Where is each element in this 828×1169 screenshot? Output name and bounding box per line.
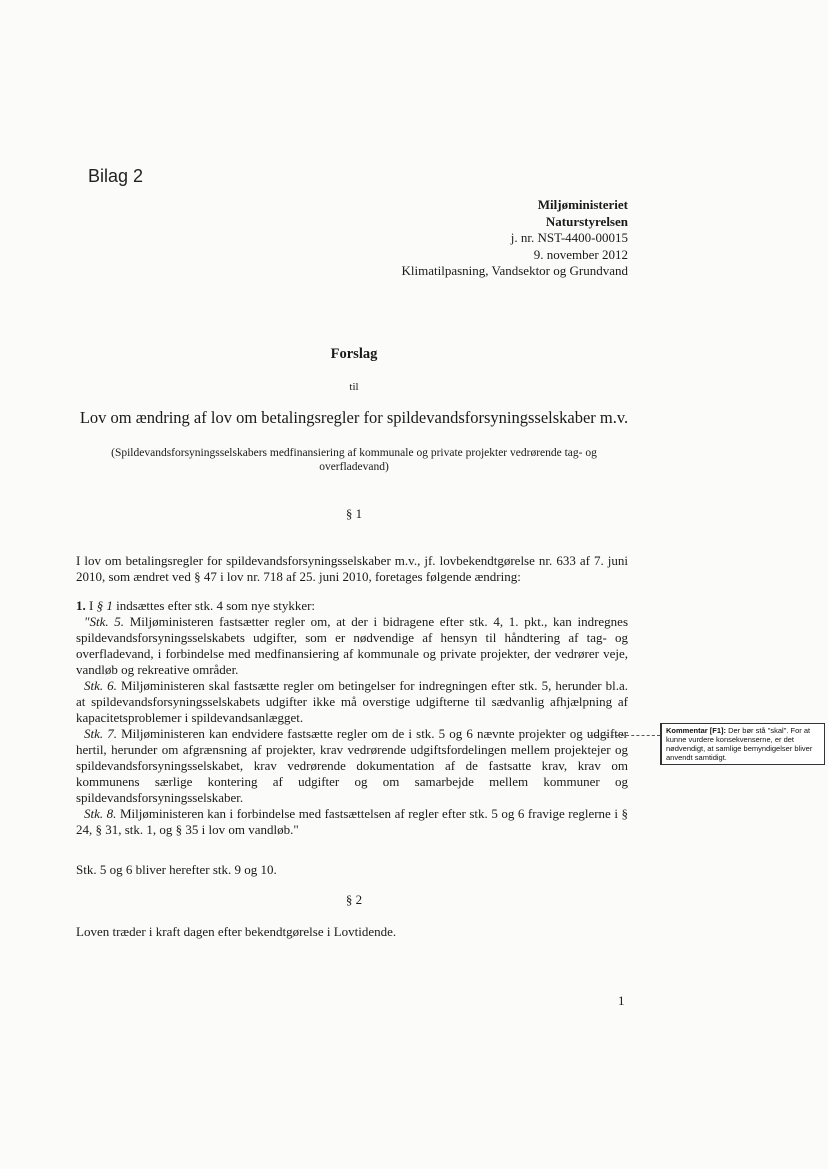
appendix-label: Bilag 2 — [88, 166, 144, 186]
section-1-heading: § 1 — [345, 506, 363, 521]
stk-6: Stk. 6. Miljøministeren skal fastsætte regler om betingelser for indregningen efter stk. 5, herunder bl.a. at spildevandsforsyningsselskabets udgifter ikke må overstige udgifterne til sædvanlig afhjælpning af kapacitetsproblemer i spildevandsanlægget. — [76, 678, 628, 725]
document-date: 9. november 2012 — [533, 246, 628, 262]
comment-text: Der bør stå "skal". For at kunne vurdere konsekvenserne, er det nødvendigt, at samlige bemyndigelser bliver anvendt samtidigt. — [666, 726, 813, 762]
law-subtitle: (Spildevandsforsyningsselskabers medfinansiering af kommunale og private projekter vedrørende tag- og overfladevand) — [111, 447, 597, 473]
page-number: 1 — [618, 993, 625, 1008]
amendment-item: 1. I § 1 indsættes efter stk. 4 som nye stykker: — [76, 598, 316, 613]
section-1-intro: I lov om betalingsregler for spildevandsforsyningsselskaber m.v., jf. lovbekendtgørelse nr. 633 af 7. juni 2010, som ændret ved § 47 i lov nr. 718 af 25. juni 2010, foretages følgende ændring: — [76, 553, 628, 584]
comment-leader-line — [590, 735, 660, 736]
proposal-heading: Forslag — [330, 346, 378, 362]
section-2-text: Loven træder i kraft dagen efter bekendtgørelse i Lovtidende. — [76, 924, 397, 939]
ministry-name: Miljøministeriet — [537, 197, 628, 212]
agency-name: Naturstyrelsen — [545, 213, 628, 229]
stk-8: Stk. 8. Miljøministeren kan i forbindelse med fastsættelsen af regler efter stk. 5 og 6 fravige reglerne i § 24, § 31, stk. 1, og § 35 i lov om vandløb." — [76, 806, 629, 837]
law-title: Lov om ændring af lov om betalingsregler for spildevandsforsyningsselskaber m.v. — [79, 408, 629, 427]
section-2-heading: § 2 — [345, 892, 363, 907]
review-comment[interactable] — [660, 723, 825, 765]
amendment-text — [76, 598, 628, 838]
comment-label: Kommentar [F1]: — [666, 726, 727, 735]
stk-5: "Stk. 5. Miljøministeren fastsætter regler om, at der i bidragene efter stk. 4, 1. pkt., kan indregnes spildevandsforsyningsselskabets udgifter, som er nødvendige af hensyn til håndtering af tag- og overfladevand, i forbindelse med medfinansiering af kommunale og private projekter, der vedrører veje, vandløb og rekreative områder. — [76, 614, 629, 677]
renumbering-note: Stk. 5 og 6 bliver herefter stk. 9 og 10. — [76, 862, 277, 877]
sender-block — [401, 197, 628, 280]
department-name: Klimatilpasning, Vandsektor og Grundvand — [401, 263, 628, 278]
stk-7: Stk. 7. Miljøministeren kan endvidere fastsætte regler om de i stk. 5 og 6 nævnte projekter og udgifter hertil, herunder om afgrænsning af projekter, krav vedrørende udgiftsfordelingen mellem projektejer og spildevandsforsyningsselskabet, krav vedrørende dokumentation af de fastsatte krav, krav om kommunens særlige kontering af udgifter og om samarbejde mellem kommuner og spildevandsforsyningsselskaber. — [76, 726, 628, 805]
journal-number: j. nr. NST-4400-00015 — [510, 230, 628, 245]
proposal-til: til — [349, 381, 359, 393]
